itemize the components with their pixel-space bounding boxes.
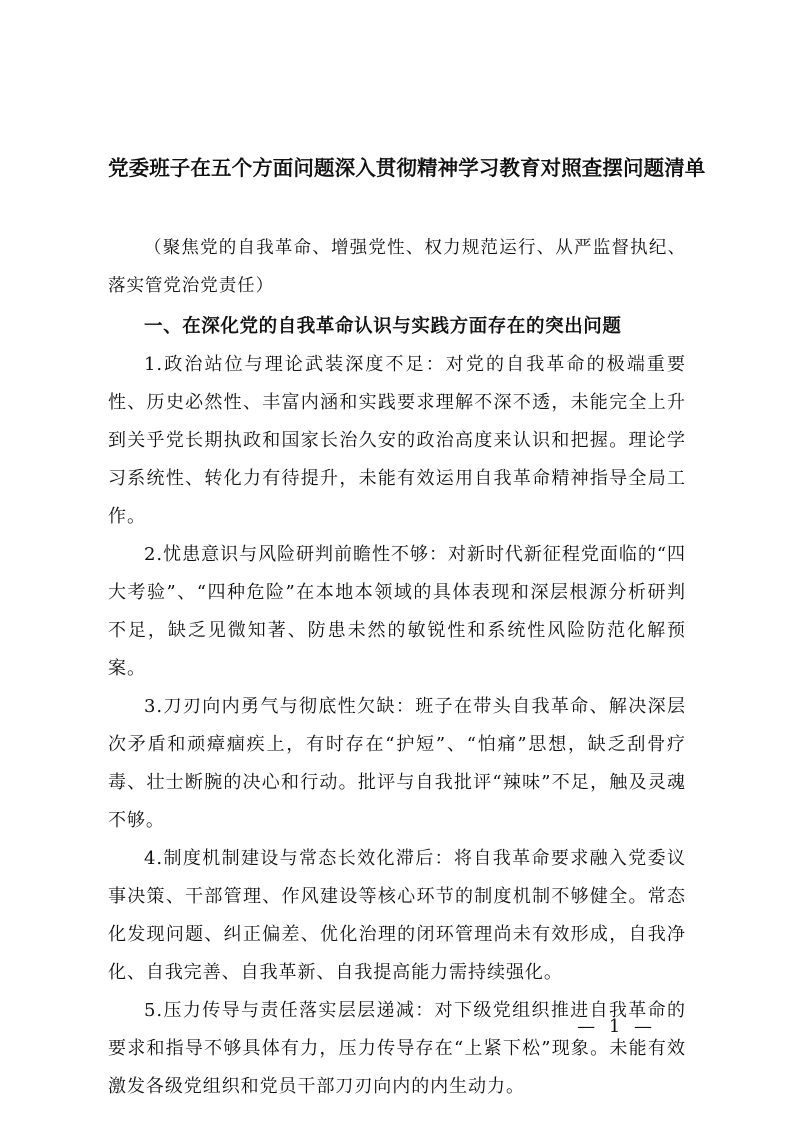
- section-heading-1: 一、在深化党的自我革命认识与实践方面存在的突出问题: [144, 316, 622, 337]
- document-subtitle: （聚焦党的自我革命、增强党性、权力规范运行、从严监督执纪、落实管党治党责任）: [108, 238, 686, 296]
- list-item: 4.制度机制建设与常态长效化滞后：将自我革命要求融入党委议事决策、干部管理、作风建设等核心环节的制度机制不够健全。常态化发现问题、纠正偏差、优化治理的闭环管理尚未有效形成，自我净化、自我完善、自我革新、自我提高能力需持续强化。: [108, 848, 686, 983]
- list-item: 1.政治站位与理论武装深度不足：对党的自我革命的极端重要性、历史必然性、丰富内涵和实践要求理解不深不透，未能完全上升到关乎党长期执政和国家长治久安的政治高度来认识和把握。理论学习系统性、转化力有待提升，未能有效运用自我革命精神指导全局工作。: [108, 354, 686, 527]
- page-number: — 1 —: [577, 1016, 656, 1037]
- document-body: [108, 229, 686, 1106]
- document-title: 党委班子在五个方面问题深入贯彻精神学习教育对照查摆问题清单: [108, 156, 706, 180]
- list-item: 2.忧患意识与风险研判前瞻性不够：对新时代新征程党面临的“四大考验”、“四种危险”在本地本领域的具体表现和深层根源分析研判不足，缺乏见微知著、防患未然的敏锐性和系统性风险防范化解预案。: [108, 544, 686, 679]
- list-item: 3.刀刃向内勇气与彻底性欠缺：班子在带头自我革命、解决深层次矛盾和顽瘴痼疾上，有时存在“护短”、“怕痛”思想，缺乏刮骨疗毒、壮士断腕的决心和行动。批评与自我批评“辣味”不足，触及灵魂不够。: [108, 696, 686, 831]
- list-item: 5.压力传导与责任落实层层递减：对下级党组织推进自我革命的要求和指导不够具体有力，压力传导存在“上紧下松”现象。未能有效激发各级党组织和党员干部刀刃向内的内生动力。: [108, 1000, 686, 1097]
